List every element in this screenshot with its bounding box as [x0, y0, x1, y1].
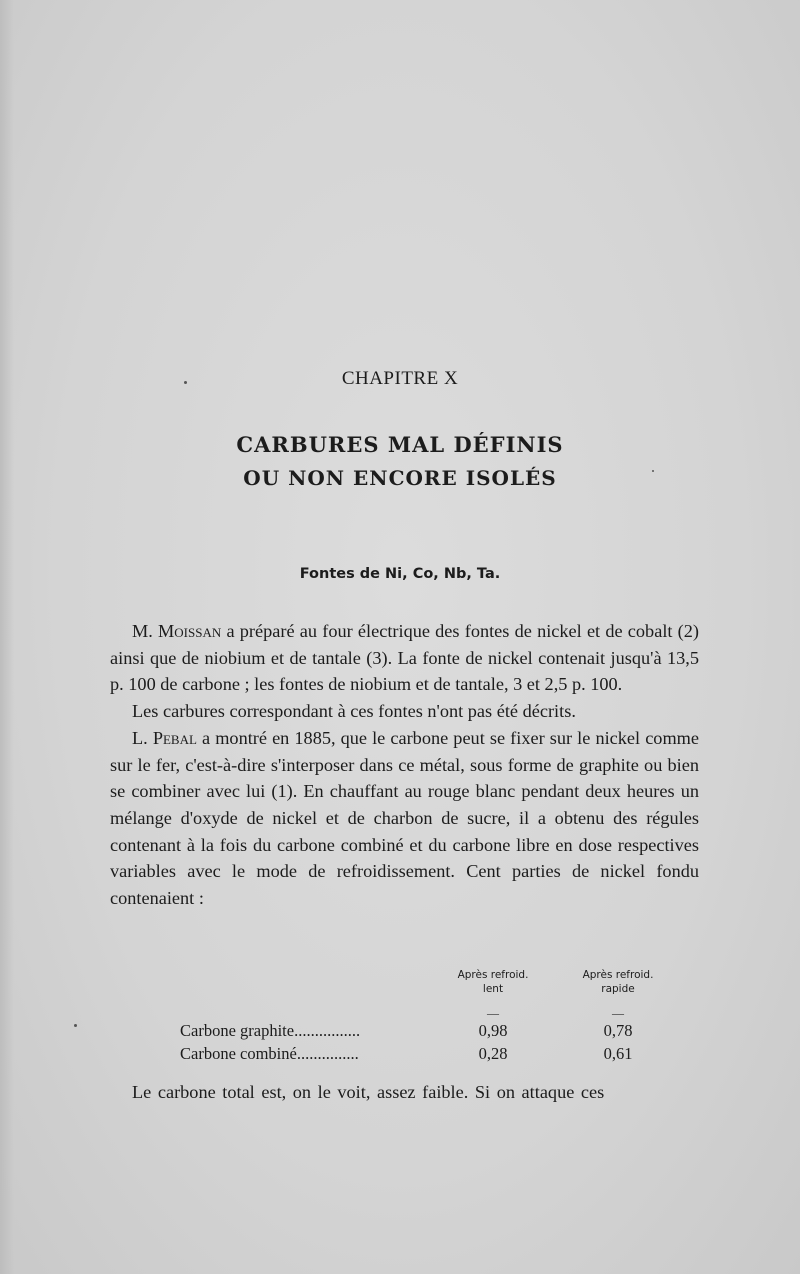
column-header-slow-line1: Après refroid.: [457, 969, 529, 981]
chapter-title-line-1: CARBURES MAL DÉFINIS: [236, 432, 564, 457]
paragraph-carbides: Les carbures correspondant à ces fontes n'ont pas été décrits.: [132, 701, 576, 722]
body-text: [110, 618, 699, 912]
closing-line: Le carbone total est, on le voit, assez faible. Si on attaque ces: [132, 1082, 605, 1102]
paper-speck: [184, 381, 187, 384]
value-fast: 0,61: [603, 1044, 633, 1063]
paragraph-moissan: [110, 618, 699, 698]
row-label: Carbone graphite................: [180, 1021, 361, 1040]
paragraph-moissan-text: a préparé au four électrique des fontes de nickel et de cobalt (2) ainsi que de niobium et de tantale (3). La fonte de nickel contenait jusqu'à 13,5 p. 100 de carbone ; les fontes de niobium et de tantale, 3 et 2,5 p. 100.: [110, 621, 699, 695]
column-header-fast-line2: rapide: [601, 983, 635, 995]
value-fast: 0,78: [603, 1021, 633, 1040]
paper-speck: [652, 470, 654, 472]
author-name-moissan: M. Moissan: [132, 621, 222, 641]
section-heading: Fontes de Ni, Co, Nb, Ta.: [299, 566, 501, 582]
column-rule-fast: —: [612, 1006, 624, 1020]
author-name-pebal: L. Pebal: [132, 727, 197, 748]
value-slow: 0,98: [478, 1021, 508, 1040]
paper-speck: [74, 1024, 77, 1027]
value-slow: 0,28: [478, 1044, 508, 1063]
chapter-number: CHAPITRE X: [341, 368, 459, 389]
chapter-title-line-2: OU NON ENCORE ISOLÉS: [243, 466, 557, 490]
row-label: Carbone combiné...............: [180, 1044, 359, 1063]
paragraph-pebal: [110, 725, 699, 912]
table-row: [180, 1044, 680, 1066]
paragraph-pebal-text: a montré en 1885, que le carbone peut se fixer sur le nickel comme sur le fer, c'est-à-dire s'interposer dans ce métal, sous forme de graphite ou bien se combiner avec lui (1). En chauffant au rouge blanc pendant deux heures un mélange d'oxyde de nickel et de charbon de sucre, il a obtenu des régules contenant à la fois du carbone combiné et du carbone libre en dose respectives variables avec le mode de refroidissement. Cent parties de nickel fondu contenaient :: [110, 727, 700, 909]
column-header-fast-line1: Après refroid.: [582, 969, 654, 981]
column-rule-slow: —: [487, 1006, 499, 1020]
column-header-fast: [558, 968, 678, 996]
column-header-slow-line2: lent: [482, 983, 504, 995]
page-edge-shadow: [0, 0, 14, 1274]
column-header-slow: [438, 968, 548, 996]
table-row: [180, 1021, 680, 1043]
